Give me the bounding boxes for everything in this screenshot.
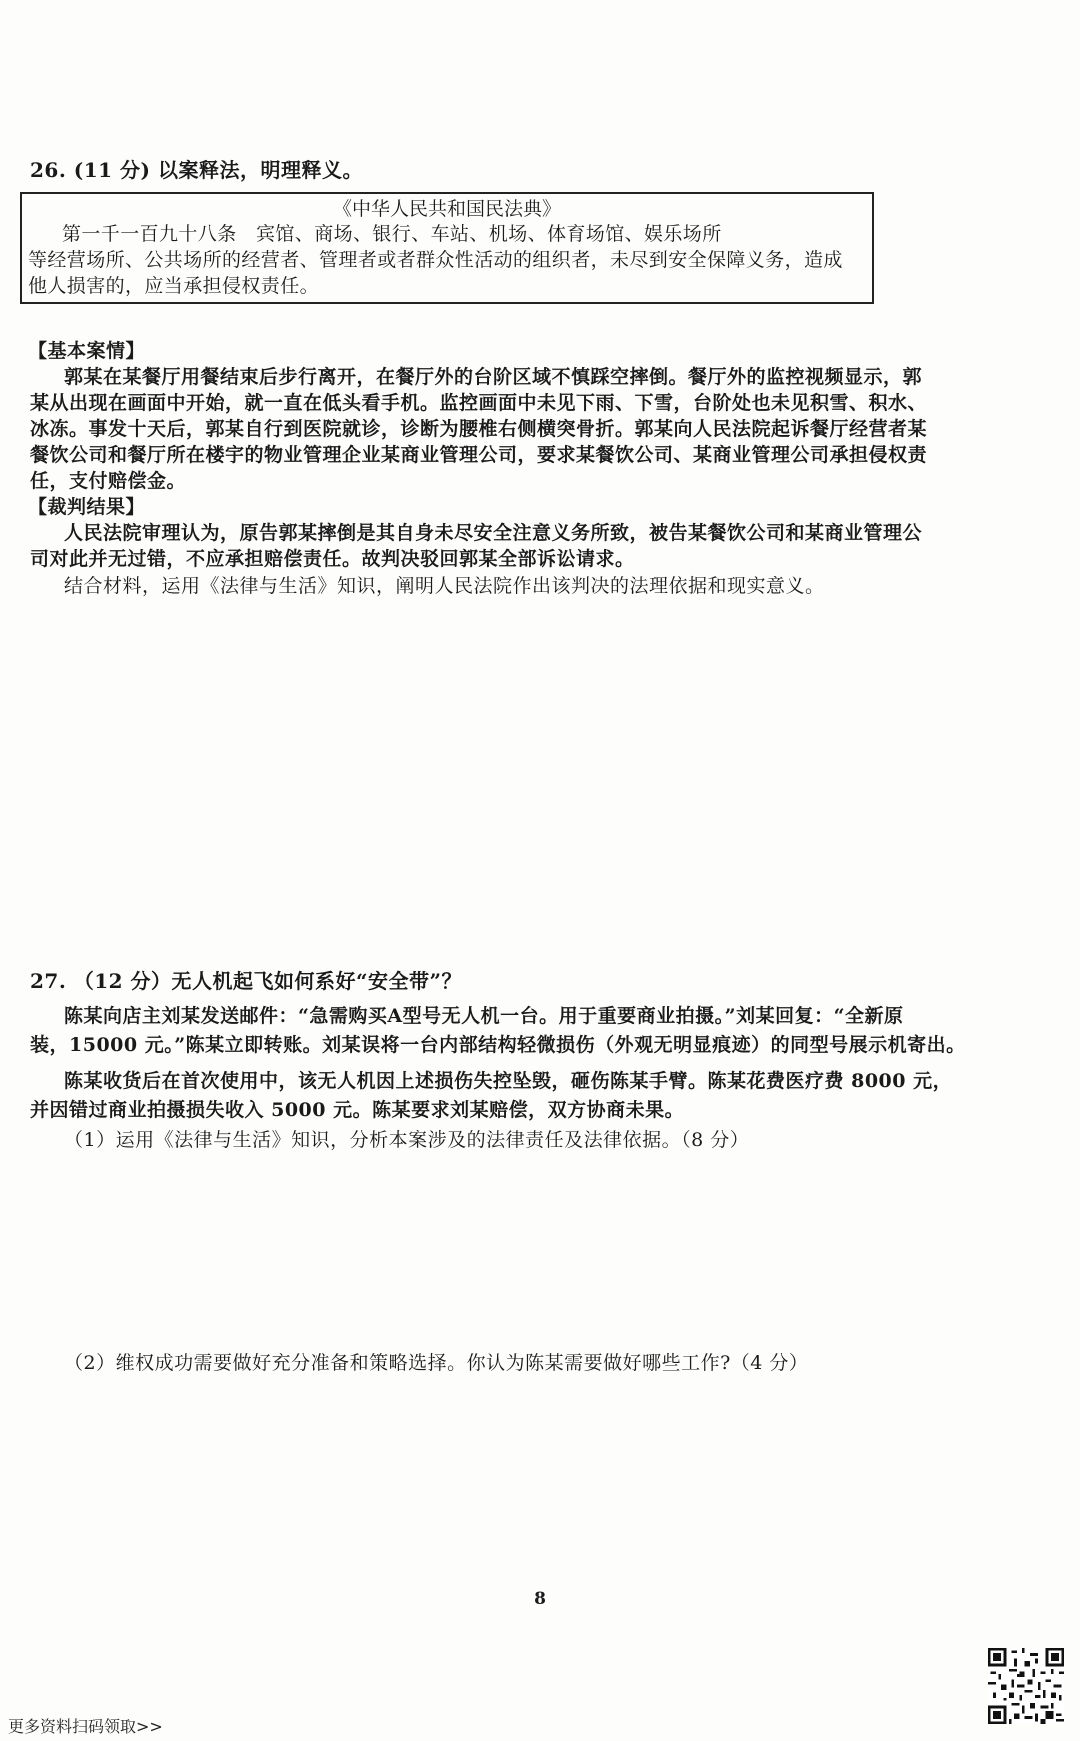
page-number: 8 bbox=[534, 1589, 546, 1609]
case-line-5: 任，支付赔偿金。 bbox=[30, 470, 187, 492]
case-line-1: 郭某在某餐厅用餐结束后步行离开，在餐厅外的台阶区域不慎踩空摔倒。餐厅外的监控视频显示，郭 bbox=[64, 366, 923, 388]
case-line-3: 冰冻。事发十天后，郭某自行到医院就诊，诊断为腰椎右侧横突骨折。郭某向人民法院起诉餐厅经营者某 bbox=[30, 418, 928, 440]
law-line-1: 第一千一百九十八条 宾馆、商场、银行、车站、机场、体育场馆、娱乐场所 bbox=[62, 223, 722, 245]
q27-sub2: （2）维权成功需要做好充分准备和策略选择。你认为陈某需要做好哪些工作?（4 分） bbox=[64, 1352, 809, 1374]
q27-sub1: （1）运用《法律与生活》知识，分析本案涉及的法律责任及法律依据。（8 分） bbox=[64, 1129, 750, 1151]
qr-code-icon bbox=[988, 1648, 1064, 1724]
q27-line-1: 陈某向店主刘某发送邮件：“急需购买A型号无人机一台。用于重要商业拍摄。”刘某回复：“全新原 bbox=[64, 1005, 904, 1027]
verdict-line-1: 人民法院审理认为，原告郭某摔倒是其自身未尽安全注意义务所致，被告某餐饮公司和某商业管理公 bbox=[64, 522, 923, 544]
q27-line-2: 装，15000 元。”陈某立即转账。刘某误将一台内部结构轻微损伤（外观无明显痕迹）的同型号展示机寄出。 bbox=[30, 1034, 966, 1056]
q26-question: 结合材料，运用《法律与生活》知识，阐明人民法院作出该判决的法理依据和现实意义。 bbox=[64, 575, 825, 597]
verdict-heading: 【裁判结果】 bbox=[28, 496, 146, 518]
law-line-2: 等经营场所、公共场所的经营者、管理者或者群众性活动的组织者，未尽到安全保障义务，造成 bbox=[28, 249, 843, 271]
law-title: 《中华人民共和国民法典》 bbox=[332, 198, 561, 220]
q26-title: 26. (11 分) 以案释法，明理释义。 bbox=[30, 158, 363, 182]
q27-line-3: 陈某收货后在首次使用中，该无人机因上述损伤失控坠毁，砸伤陈某手臂。陈某花费医疗费 8000 元， bbox=[64, 1070, 953, 1092]
q27-title: 27. （12 分）无人机起飞如何系好“安全带”？ bbox=[30, 969, 463, 993]
law-excerpt-box bbox=[20, 192, 874, 304]
footer-promo-text: 更多资料扫码领取>> bbox=[8, 1717, 163, 1736]
case-heading: 【基本案情】 bbox=[28, 340, 146, 362]
law-line-3: 他人损害的，应当承担侵权责任。 bbox=[28, 275, 320, 297]
q27-line-4: 并因错过商业拍摄损失收入 5000 元。陈某要求刘某赔偿，双方协商未果。 bbox=[30, 1099, 685, 1121]
verdict-line-2: 司对此并无过错，不应承担赔偿责任。故判决驳回郭某全部诉讼请求。 bbox=[30, 548, 635, 570]
case-line-4: 餐饮公司和餐厅所在楼宇的物业管理企业某商业管理公司，要求某餐饮公司、某商业管理公司承担侵权责 bbox=[30, 444, 928, 466]
case-line-2: 某从出现在画面中开始，就一直在低头看手机。监控画面中未见下雨、下雪，台阶处也未见积雪、积水、 bbox=[30, 392, 928, 414]
